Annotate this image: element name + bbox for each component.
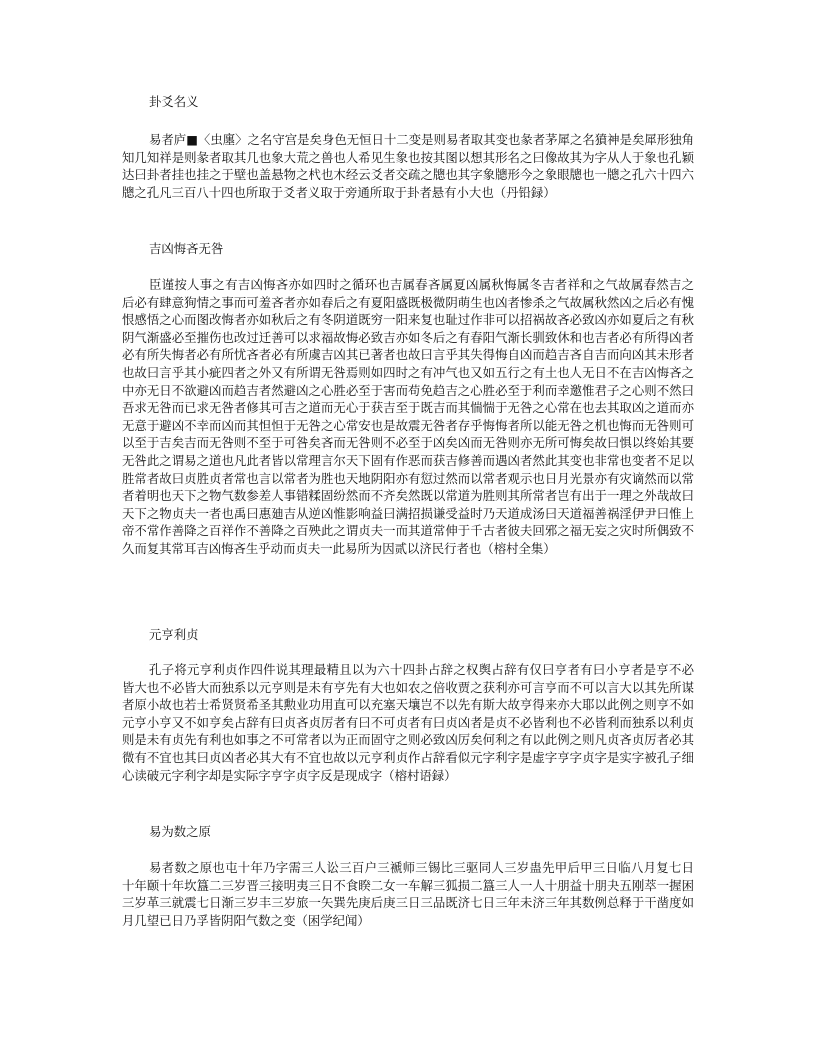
section-body-ji-xiong: 臣谨按人事之有吉凶悔吝亦如四时之循环也吉属春吝属夏凶属秋悔属冬吉者祥和之气故属春然吉之后必有肆意狥情之事而可羞吝者亦如春后之有夏阳盛既极微阴萌生也凶者惨杀之气故属秋然凶之后必有愧恨感悟之心而图改悔者亦如秋后之有冬阴道既穷一阳来复也耻过作非可以招祸故吝必致凶亦如夏后之有秋阴气渐盛必至摧伤也改过迁善可以求福故悔必致吉亦如冬后之有春阳气渐长驯致休和也吉者必有所得凶者必有所失悔者必有所忧吝者必有所虞吉凶其已著者也故曰言乎其失得悔自凶而趋吉吝自吉而向凶其未形者也故曰言乎其小疵四者之外又有所谓无咎焉则如四时之有冲气也又如五行之有土也人无日不在吉凶悔吝之中亦无日不欲避凶而趋吉者然避凶之心胜必至于害而苟免趋吉之心胜必至于利而幸邀惟君子之心则不然曰吾求无咎而已求无咎者修其可吉之道而无心于获吉至于既吉而其惴惴于无咎之心常在也去其取凶之道而亦无意于避凶不幸而凶而其怛怛于无咎之心常安也是故震无咎者存乎悔悔者所以能无咎之机也悔而无咎则可以至于吉矣吉而无咎则不至于可咎矣吝而无咎则不必至于凶矣凶而无咎则亦无所可悔矣故曰惧以终始其要无咎此之谓易之道也凡此者皆以常理言尔天下固有作恶而获吉修善而遇凶者然此其变也非常也变者不足以胜常者故曰贞胜贞者常也言以常者为胜也天地阴阳亦有愆过然而以常者观示也日月光景亦有灾谪然而以常者着明也天下之物气数参差人事错糅固纷然而不齐矣然既以常道为胜则其所常者岂有出于一理之外哉故曰天下之物贞夫一者也禹曰惠廸吉从逆凶惟影响益曰满招损谦受益时乃天道成汤曰天道福善祸淫伊尹曰惟上帝不常作善降之百祥作不善降之百殃此之谓贞夫一而其道常伸于千古者彼夫回邪之福无妄之灾时所偶致不久而复其常耳吉凶悔吝生乎动而贞夫一此易所为因贰以济民行者也（榕村全集） (122, 277, 694, 556)
section-body-yuan-heng: 孔子将元亨利贞作四件说其理最精且以为六十四卦占辞之权舆占辞有仅曰亨者有曰小亨者是亨不必皆大也不必皆大而独系以元亨则是未有亨先有大也如农之倍收贾之获利亦可言亨而不可以言大以其先所谋者原小故也若士希贤贤希圣其勲业功用直可以充塞天壤岂不以先有斯大故亨得来亦大耶以此例之则亨不如元亨小亨又不如亨矣占辞有曰贞吝贞厉者有曰不可贞者有曰贞凶者是贞不必皆利也不必皆利而独系以利贞则是未有贞先有利也如事之不可常者以为正而固守之则必致凶厉矣何利之有以此例之则凡贞吝贞厉者必其微有不宜也其曰贞凶者必其大有不宜也故以元亨利贞作占辞看似元字利字是虚字亨字贞字是实字被孔子细心读破元字利字却是实际字亨字贞字反是现成字（榕村语録） (122, 662, 694, 783)
section-heading-yuan-heng: 元亨利贞 (149, 627, 199, 642)
section-body-yi-shu: 易者数之原也屯十年乃字需三人讼三百户三褫师三锡比三驱同人三岁蛊先甲后甲三日临八月复七日十年颐十年坎簋二三岁晋三接明夷三日不食睽二女一车解三狐损二簋三人一人十朋益十朋夬五刚萃一握困三岁革三就震七日渐三岁丰三岁旅一矢巽先庚后庚三日三品既济七日三年未济三年其数例总释于干凿度如月几望已日乃孚皆阴阳气数之变（困学纪闻） (122, 860, 694, 928)
section-body-gua-yao: 易者庐■〈虫廛〉之名守宫是矣身色无恒日十二变是则易者取其变也彖者茅犀之名獖神是矣犀形独角知几知祥是则彖者取其几也象大荒之兽也人希见生象也按其图以想其形名之曰像故其为字从人于象也孔颖达曰卦者挂也挂之于壁也盖悬物之杙也木经云爻者交疏之牕也其字象牕形今之象眼牕也一牕之孔六十四六牕之孔凡三百八十四也所取于爻者义取于旁通所取于卦者悬有小大也（丹铅録） (122, 132, 694, 200)
section-heading-gua-yao: 卦爻名义 (149, 94, 199, 109)
section-heading-yi-shu: 易为数之原 (149, 824, 211, 839)
section-heading-ji-xiong: 吉凶悔吝无咎 (149, 241, 224, 256)
